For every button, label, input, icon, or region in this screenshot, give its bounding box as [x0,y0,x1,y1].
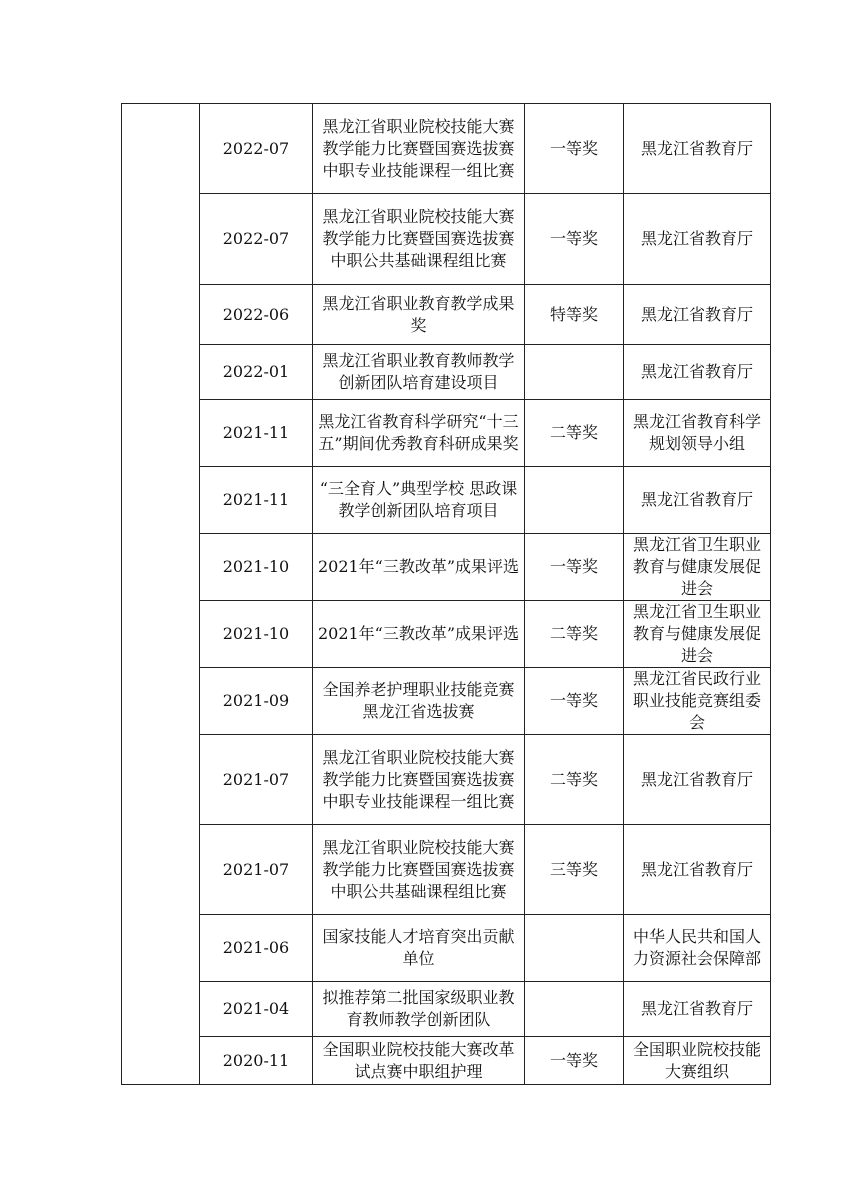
table-row [122,194,771,285]
table-row [122,285,771,345]
award-name-text: 2021年“三教改革”成果评选 [317,557,520,576]
awards-table-body [122,104,771,1085]
date-cell: 2021-10 [200,601,313,668]
issuing-org-text: 黑龙江省教育厅 [640,859,753,879]
award-level-cell: 二等奖 [525,400,624,467]
award-name-text: 国家技能人才培育突出贡献单位 [322,927,515,968]
table-row [122,467,771,534]
issuing-org-text: 黑龙江省教育科学规划领导小组 [632,412,761,453]
issuing-org-text: 黑龙江省民政行业职业技能竞赛组委会 [632,669,761,732]
award-name-cell [313,345,525,400]
issuing-org-cell [624,467,771,534]
issuing-org-cell [624,601,771,668]
issuing-org-text: 黑龙江省教育厅 [640,304,753,324]
table-row [122,400,771,467]
award-level-cell: 一等奖 [525,534,624,601]
award-name-text: 全国养老护理职业技能竞赛黑龙江省选拔赛 [322,680,515,721]
award-level-cell: 二等奖 [525,601,624,668]
issuing-org-cell [624,104,771,194]
award-name-cell [313,982,525,1037]
date-cell: 2021-04 [200,982,313,1037]
table-row [122,668,771,735]
award-name-text: 黑龙江省职业院校技能大赛教学能力比赛暨国赛选拔赛中职公共基础课程组比赛 [322,207,515,270]
issuing-org-text: 黑龙江省教育厅 [640,362,753,381]
date-cell: 2021-07 [200,825,313,915]
award-name-text: 黑龙江省职业院校技能大赛教学能力比赛暨国赛选拔赛中职专业技能课程一组比赛 [322,116,515,180]
date-cell: 2021-11 [200,400,313,467]
issuing-org-text: 全国职业院校技能大赛组织 [632,1039,761,1081]
table-row [122,735,771,825]
award-name-cell [313,1037,525,1085]
award-name-text: 全国职业院校技能大赛改革试点赛中职组护理 [322,1039,515,1081]
issuing-org-cell [624,735,771,825]
award-name-cell [313,104,525,194]
issuing-org-cell [624,400,771,467]
awards-table [121,103,771,1085]
award-name-cell [313,915,525,982]
award-name-text: 2021年“三教改革”成果评选 [317,624,520,643]
table-row [122,915,771,982]
award-name-text: 黑龙江省教育科学研究“十三五”期间优秀教育科研成果奖 [318,412,519,453]
award-level-cell [525,345,624,400]
award-level-cell: 一等奖 [525,104,624,194]
award-name-text: “三全育人”典型学校 思政课教学创新团队培育项目 [319,479,518,520]
issuing-org-text: 黑龙江省教育厅 [640,999,753,1018]
award-name-cell [313,285,525,345]
issuing-org-text: 中华人民共和国人力资源社会保障部 [632,927,761,968]
issuing-org-cell [624,982,771,1037]
award-level-cell [525,915,624,982]
issuing-org-cell [624,345,771,400]
issuing-org-text: 黑龙江省教育厅 [640,138,753,158]
issuing-org-text: 黑龙江省教育厅 [640,490,753,509]
award-level-cell: 二等奖 [525,735,624,825]
issuing-org-cell [624,915,771,982]
issuing-org-text: 黑龙江省教育厅 [640,229,753,248]
date-cell: 2021-06 [200,915,313,982]
issuing-org-text: 黑龙江省卫生职业教育与健康发展促进会 [632,602,761,665]
award-name-text: 黑龙江省职业院校技能大赛教学能力比赛暨国赛选拔赛中职专业技能课程一组比赛 [322,747,515,811]
table-row [122,534,771,601]
award-name-text: 黑龙江省职业院校技能大赛教学能力比赛暨国赛选拔赛中职公共基础课程组比赛 [322,837,515,901]
table-row [122,345,771,400]
table-row [122,1037,771,1085]
date-cell: 2021-09 [200,668,313,735]
table-row [122,601,771,668]
award-name-cell [313,400,525,467]
award-name-cell [313,668,525,735]
award-level-cell: 一等奖 [525,1037,624,1085]
issuing-org-cell [624,285,771,345]
date-cell: 2020-11 [200,1037,313,1085]
date-cell: 2021-10 [200,534,313,601]
issuing-org-cell [624,1037,771,1085]
table-row [122,982,771,1037]
issuing-org-cell [624,825,771,915]
award-name-cell [313,534,525,601]
table-row [122,104,771,194]
date-cell: 2021-11 [200,467,313,534]
issuing-org-text: 黑龙江省教育厅 [640,769,753,789]
award-level-cell: 特等奖 [525,285,624,345]
issuing-org-cell [624,194,771,285]
award-name-text: 拟推荐第二批国家级职业教育教师教学创新团队 [322,988,515,1029]
issuing-org-cell [624,668,771,735]
award-name-cell [313,467,525,534]
table-row [122,825,771,915]
date-cell: 2022-06 [200,285,313,345]
date-cell: 2021-07 [200,735,313,825]
award-name-cell [313,194,525,285]
award-level-cell [525,467,624,534]
issuing-org-cell [624,534,771,601]
date-cell: 2022-07 [200,194,313,285]
award-name-cell [313,735,525,825]
award-level-cell [525,982,624,1037]
date-cell: 2022-01 [200,345,313,400]
award-level-cell: 一等奖 [525,194,624,285]
award-level-cell: 三等奖 [525,825,624,915]
date-cell: 2022-07 [200,104,313,194]
award-level-cell: 一等奖 [525,668,624,735]
award-name-cell [313,825,525,915]
issuing-org-text: 黑龙江省卫生职业教育与健康发展促进会 [632,535,761,598]
category-cell [122,104,200,1085]
award-name-text: 黑龙江省职业教育教师教学创新团队培育建设项目 [322,351,515,392]
award-name-text: 黑龙江省职业教育教学成果奖 [322,293,515,335]
award-name-cell [313,601,525,668]
